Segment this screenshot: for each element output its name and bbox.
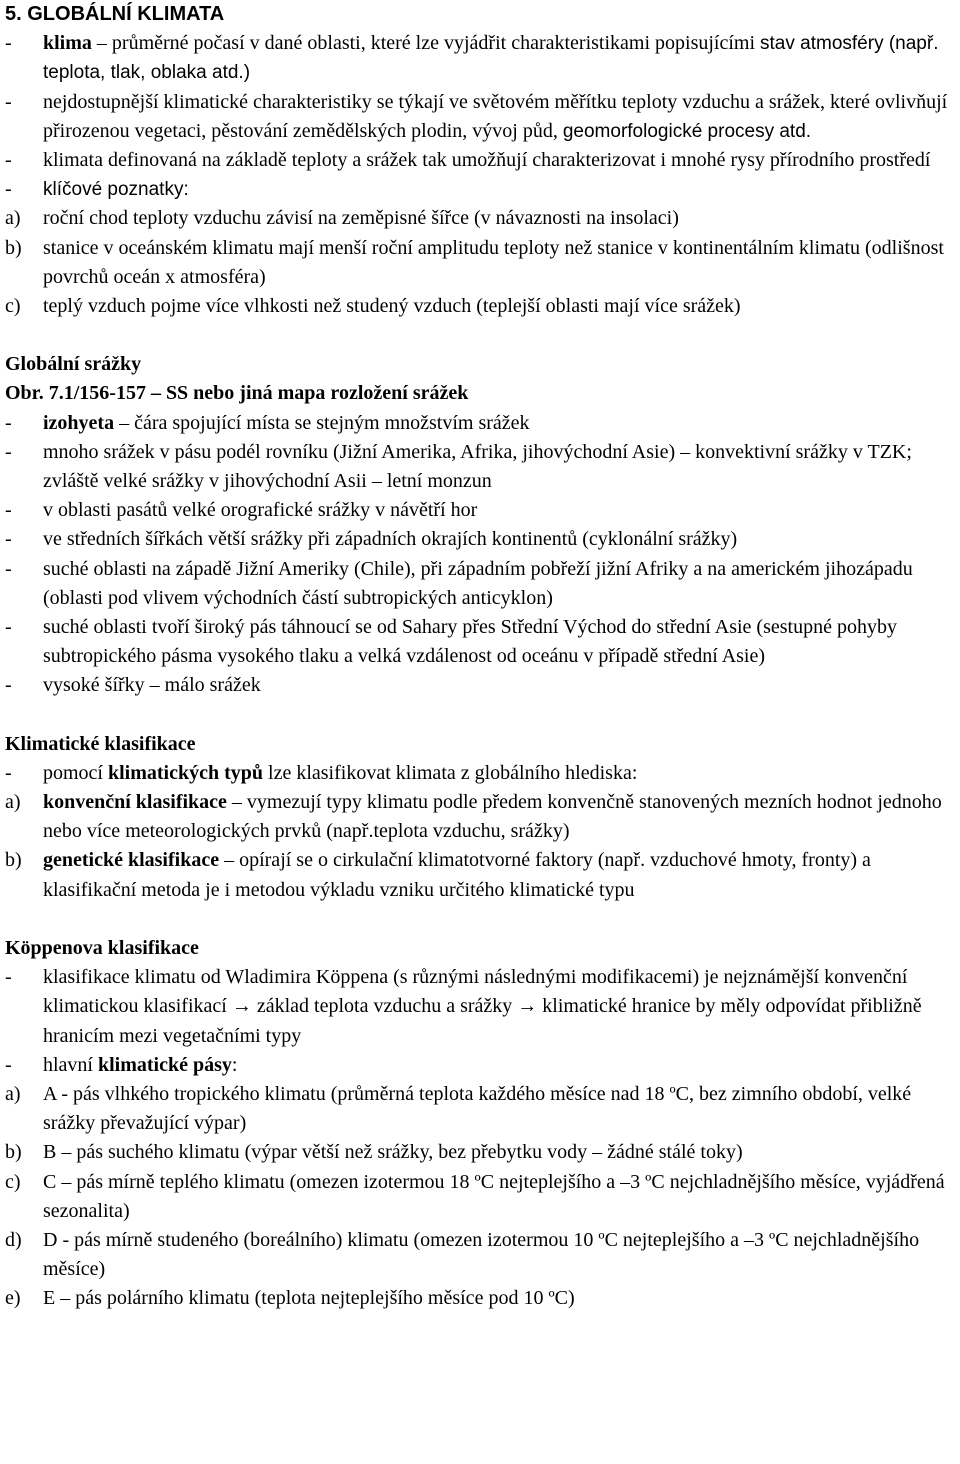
item-text: geomorfologické procesy atd. xyxy=(562,120,812,142)
term: izohyeta xyxy=(43,411,115,434)
item-text: – opírají se o cirkulační klimatotvorné faktory (např. vzduchové hmoty, fronty) a klasifikační metoda je i metodou výkladu vzniku určitého klimatické typu xyxy=(43,849,871,901)
list-item xyxy=(5,234,950,292)
dash-marker: - xyxy=(5,1053,12,1076)
item-text: stav atmosféry (např. teplota, tlak, oblaka atd.) xyxy=(43,33,939,84)
list-item xyxy=(5,788,950,846)
dash-marker: - xyxy=(5,616,12,639)
list-item xyxy=(5,1051,950,1080)
item-text: vysoké šířky – málo srážek xyxy=(43,674,261,697)
dash-marker: - xyxy=(5,440,12,463)
letter-marker: b) xyxy=(5,849,22,872)
item-text: : xyxy=(231,1053,238,1076)
item-text: A - pás vlhkého tropického klimatu (průměrná teplota každého měsíce nad 18 ºC, bez zimního období, velké srážky převažující výpar) xyxy=(43,1082,912,1135)
dash-marker: - xyxy=(5,557,12,580)
item-text: C – pás mírně teplého klimatu (omezen izotermou 18 ºC nejteplejšího a –3 ºC nejchladnějšího měsíce, vyjádřená sezonalita) xyxy=(43,1170,945,1222)
list-item xyxy=(5,88,950,146)
list-item xyxy=(5,846,950,904)
item-text: ve středních šířkách větší srážky při západních okrajích kontinentů (cyklonální srážky) xyxy=(43,528,738,551)
dash-marker: - xyxy=(5,674,12,697)
section-title: 5. GLOBÁLNÍ KLIMATA xyxy=(5,3,225,25)
term: klima xyxy=(43,32,92,55)
list-item xyxy=(5,409,950,438)
dash-marker: - xyxy=(5,32,12,55)
list-item xyxy=(5,292,950,321)
list-item xyxy=(5,29,950,87)
list-item xyxy=(5,525,950,554)
term: klimatických typů xyxy=(108,761,264,784)
letter-marker: a) xyxy=(5,207,21,230)
dash-marker: - xyxy=(5,149,12,172)
item-text: v oblasti pasátů velké orografické srážky v návětří hor xyxy=(43,499,478,522)
letter-marker: a) xyxy=(5,791,21,814)
figure-reference: Obr. 7.1/156-157 – SS nebo jiná mapa rozložení srážek xyxy=(5,382,469,405)
letter-marker: c) xyxy=(5,1170,21,1193)
item-text: hlavní xyxy=(43,1053,98,1076)
list-item xyxy=(5,438,950,496)
letter-marker: e) xyxy=(5,1287,21,1310)
letter-marker: c) xyxy=(5,295,21,318)
item-text: suché oblasti tvoří široký pás táhnoucí se od Sahary přes Střední Východ do střední Asie (sestupné pohyby subtropického pásma vysokého tlaku a velká vzdálenost od oceánu v případě střední Asie) xyxy=(43,616,897,668)
item-text: lze klasifikovat klimata z globálního hlediska: xyxy=(263,761,638,784)
list-item xyxy=(5,1226,950,1284)
dash-marker: - xyxy=(5,761,12,784)
list-item xyxy=(5,555,950,613)
dash-marker: - xyxy=(5,528,12,551)
item-text: roční chod teploty vzduchu závisí na zeměpisné šířce (v návaznosti na insolaci) xyxy=(43,207,679,230)
dash-marker: - xyxy=(5,90,12,113)
section-title: Köppenova klasifikace xyxy=(5,936,199,959)
list-item xyxy=(5,1080,950,1138)
term: genetické klasifikace xyxy=(43,849,220,872)
item-text: nejdostupnější klimatické charakteristiky se týkají ve světovém měřítku teploty vzduchu a srážek, které ovlivňují přirozenou vegetaci, pěstování zemědělských plodin, vývoj půd, xyxy=(43,90,948,142)
list-item xyxy=(5,613,950,671)
item-text: – čára spojující místa se stejným množstvím srážek xyxy=(114,411,530,434)
item-text: klimata definovaná na základě teploty a srážek tak umožňují charakterizovat i mnohé rysy přírodního prostředí xyxy=(43,149,931,172)
item-text: klasifikace klimatu od Wladimira Köppena (s různými následnými modifikacemi) je nejznámější konvenční klimatickou klasifikací → základ teplota vzduchu a srážky → klimatické hranice by měly odpovídat přibližně hranicím mezi vegetačními typy xyxy=(43,966,922,1047)
list-item xyxy=(5,1138,950,1167)
item-text: E – pás polárního klimatu (teplota nejteplejšího měsíce pod 10 ºC) xyxy=(43,1287,575,1310)
section-title: Globální srážky xyxy=(5,353,142,376)
list-item xyxy=(5,1284,950,1313)
dash-marker: - xyxy=(5,178,12,201)
item-text: B – pás suchého klimatu (výpar větší než srážky, bez přebytku vody – žádné stálé toky) xyxy=(43,1141,743,1164)
item-text: suché oblasti na západě Jižní Ameriky (Chile), při západním pobřeží jižní Afriky a na americkém jihozápadu (oblasti pod vlivem východních částí subtropických anticyklon) xyxy=(43,557,913,609)
dash-marker: - xyxy=(5,411,12,434)
list-item xyxy=(5,496,950,525)
section-title: Klimatické klasifikace xyxy=(5,732,196,755)
list-item xyxy=(5,671,950,700)
item-text: pomocí xyxy=(43,761,108,784)
list-item xyxy=(5,963,950,1051)
dash-marker: - xyxy=(5,966,12,989)
list-item xyxy=(5,1168,950,1226)
item-text: teplý vzduch pojme více vlhkosti než studený vzduch (teplejší oblasti mají více srážek) xyxy=(43,295,741,318)
letter-marker: d) xyxy=(5,1228,22,1251)
item-text: – průměrné počasí v dané oblasti, které lze vyjádřit charakteristikami popisujícími xyxy=(91,32,756,55)
item-text: D - pás mírně studeného (boreálního) klimatu (omezen izotermou 10 ºC nejteplejšího a –3 ºC nejchladnějšího měsíce) xyxy=(43,1228,920,1281)
term: klimatické pásy xyxy=(98,1053,232,1076)
item-text: klíčové poznatky: xyxy=(43,179,189,201)
letter-marker: a) xyxy=(5,1082,21,1105)
list-item xyxy=(5,175,950,204)
list-item xyxy=(5,146,950,175)
item-text: mnoho srážek v pásu podél rovníku (Jižní Amerika, Afrika, jihovýchodní Asie) – konvektivní srážky v TZK; zvláště velké srážky v jihovýchodní Asii – letní monzun xyxy=(43,440,912,493)
item-text: stanice v oceánském klimatu mají menší roční amplitudu teploty než stanice v kontinentálním klimatu (odlišnost povrchů oceán x atmosféra) xyxy=(43,236,944,288)
letter-marker: b) xyxy=(5,1141,22,1164)
dash-marker: - xyxy=(5,499,12,522)
list-item xyxy=(5,759,950,788)
item-text: – vymezují typy klimatu podle předem konvenčně stanovených mezních hodnot jednoho nebo více meteorologických prvků (např.teplota vzduchu, srážky) xyxy=(43,791,942,843)
letter-marker: b) xyxy=(5,236,22,259)
term: konvenční klasifikace xyxy=(43,791,227,814)
list-item xyxy=(5,204,950,233)
